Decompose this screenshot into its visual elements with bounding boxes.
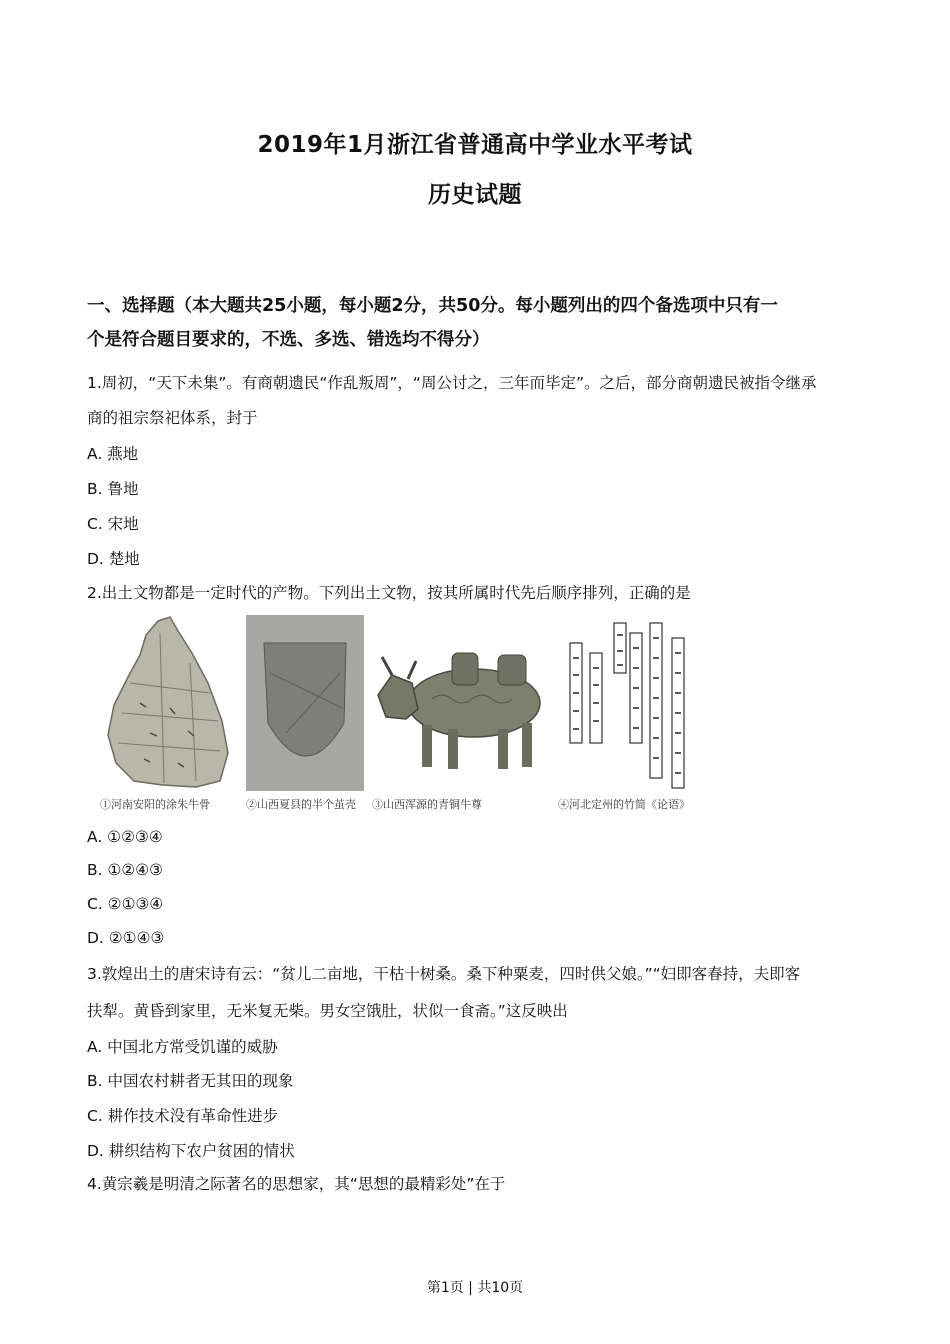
q3-stem-line2: 扶犁。黄昏到家里，无米复无柴。男女空饿肚，状似一食斋。”这反映出 — [87, 1002, 568, 1020]
artifact-oracle-bone — [100, 613, 240, 813]
artifact-cocoon — [246, 613, 366, 813]
artifact-bamboo-slips — [558, 613, 700, 813]
oracle-bone-image — [100, 613, 240, 793]
q1-stem-line2: 商的祖宗祭祀体系，封于 — [87, 409, 258, 427]
cocoon-image — [246, 613, 366, 793]
q1-option-a: A. 燕地 — [87, 445, 139, 463]
q2-option-a: A. ①②③④ — [87, 828, 163, 846]
q3-option-d: D. 耕织结构下农户贫困的情状 — [87, 1142, 295, 1160]
q4-stem-line1: 4.黄宗羲是明清之际著名的思想家，其“思想的最精彩处”在于 — [87, 1175, 506, 1193]
q3-option-c: C. 耕作技术没有革命性进步 — [87, 1107, 279, 1125]
page-title: 2019年1月浙江省普通高中学业水平考试 — [257, 132, 693, 158]
bronze-ox-image — [372, 613, 552, 793]
q3-stem-line1: 3.敦煌出土的唐宋诗有云：“贫儿二亩地，干枯十树桑。桑下种粟麦，四时供父娘。”“妇即客春持，夫即客 — [87, 965, 801, 983]
q1-option-c: C. 宋地 — [87, 515, 139, 533]
section-heading-line1: 一、选择题（本大题共25小题，每小题2分，共50分。每小题列出的四个备选项中只有一 — [87, 296, 778, 316]
artifact-caption-1: ①河南安阳的涂朱牛骨 — [100, 798, 210, 811]
q2-artifact-figure — [100, 613, 700, 813]
section-heading-line2: 个是符合题目要求的，不选、多选、错选均不得分） — [87, 330, 490, 350]
section-heading — [87, 289, 867, 357]
q1-stem-line1: 1.周初，“天下未集”。有商朝遗民“作乱叛周”，“周公讨之，三年而毕定”。之后，部分商朝遗民被指令继承 — [87, 374, 817, 392]
q3-option-a: A. 中国北方常受饥谨的威胁 — [87, 1038, 278, 1056]
q1-option-b: B. 鲁地 — [87, 480, 139, 498]
q2-stem-line1: 2.出土文物都是一定时代的产物。下列出土文物，按其所属时代先后顺序排列，正确的是 — [87, 584, 691, 602]
page-subtitle: 历史试题 — [428, 182, 522, 208]
artifact-bronze-ox — [372, 613, 552, 813]
q2-option-d: D. ②①④③ — [87, 929, 165, 947]
bamboo-slips-image — [558, 613, 700, 793]
q1-option-d: D. 楚地 — [87, 550, 140, 568]
artifact-caption-2: ②山西夏县的半个茧壳 — [246, 798, 356, 811]
q2-option-c: C. ②①③④ — [87, 895, 164, 913]
page-footer: 第1页 | 共10页 — [426, 1280, 524, 1296]
q3-option-b: B. 中国农村耕者无其田的现象 — [87, 1072, 294, 1090]
q2-option-b: B. ①②④③ — [87, 861, 164, 879]
artifact-caption-4: ④河北定州的竹简《论语》 — [558, 798, 690, 811]
artifact-caption-3: ③山西浑源的青铜牛尊 — [372, 798, 482, 811]
